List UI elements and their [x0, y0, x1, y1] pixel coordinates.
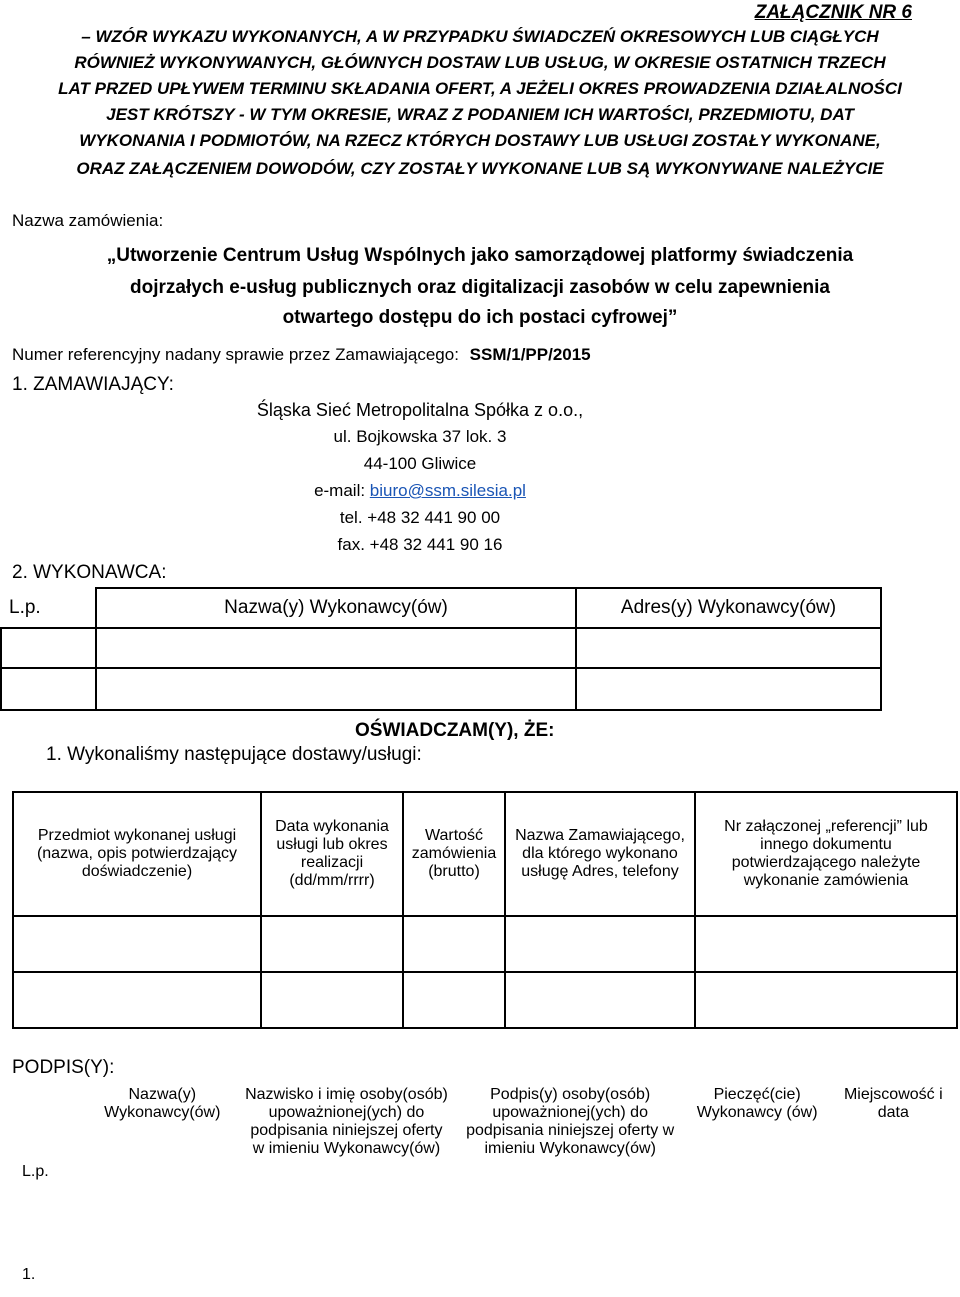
contracting-fax: fax. +48 32 441 90 16 — [337, 535, 503, 554]
services-table — [12, 791, 958, 1029]
services-header-value: Wartość zamówienia (brutto) — [403, 792, 505, 916]
section-1-title: 1. ZAMAWIAJĄCY: — [12, 374, 174, 395]
services-header-date: Data wykonania usługi lub okres realizacji (dd/mm/rrrr) — [261, 792, 403, 916]
contractor-cell[interactable] — [96, 628, 576, 668]
contractor-cell[interactable] — [96, 668, 576, 710]
signature-title: PODPIS(Y): — [12, 1057, 115, 1078]
order-name-label: Nazwa zamówienia: — [12, 211, 164, 230]
contractor-cell[interactable] — [1, 628, 96, 668]
services-cell[interactable] — [505, 972, 695, 1028]
services-cell[interactable] — [13, 972, 261, 1028]
services-cell[interactable] — [695, 916, 957, 972]
declaration-item: 1. Wykonaliśmy następujące dostawy/usługi: — [46, 744, 422, 765]
contractor-table — [0, 587, 882, 711]
services-header-subject: Przedmiot wykonanej usługi (nazwa, opis potwierdzający doświadczenie) — [13, 792, 261, 916]
email-label: e-mail: — [314, 481, 370, 500]
declaration-title: OŚWIADCZAM(Y), ŻE: — [355, 720, 555, 741]
heading-line-6: ORAZ ZAŁĄCZENIEM DOWODÓW, CZY ZOSTAŁY WYKONANE LUB SĄ WYKONYWANE NALEŻYCIE — [76, 159, 884, 178]
signature-cell[interactable] — [84, 1260, 240, 1297]
heading-line-1: – WZÓR WYKAZU WYKONANYCH, A W PRZYPADKU ŚWIADCZEŃ OKRESOWYCH LUB CIĄGŁYCH — [81, 27, 879, 46]
services-header-reference: Nr załączonej „referencji” lub innego dokumentu potwierdzającego należyte wykonanie zamówienia — [695, 792, 957, 916]
signature-header-person: Nazwisko i imię osoby(osób) upoważnionej(ych) do podpisania niniejszej oferty w imieniu Wykonawcy(ów) — [245, 1086, 448, 1157]
signature-header-stamp: Pieczęć(cie) Wykonawcy (ów) — [696, 1086, 818, 1121]
annex-title: ZAŁĄCZNIK NR 6 — [754, 2, 912, 23]
signature-row-number: 1. — [22, 1266, 36, 1283]
services-cell[interactable] — [261, 972, 403, 1028]
signature-cell[interactable] — [240, 1260, 452, 1297]
services-cell[interactable] — [403, 916, 505, 972]
signature-cell[interactable] — [453, 1260, 688, 1297]
signature-cell[interactable] — [688, 1260, 827, 1297]
contractor-cell[interactable] — [576, 628, 881, 668]
heading-line-4: JEST KRÓTSZY - W TYM OKRESIE, WRAZ Z PODANIEM ICH WARTOŚCI, PRZEDMIOTU, DAT — [106, 105, 854, 124]
services-cell[interactable] — [695, 972, 957, 1028]
contracting-city: 44-100 Gliwice — [363, 454, 477, 473]
signature-header-signature: Podpis(y) osoby(osób) upoważnionej(ych) do podpisania niniejszej oferty w imieniu Wykonawcy(ów) — [466, 1086, 675, 1157]
reference-row — [12, 345, 591, 365]
reference-label: Numer referencyjny nadany sprawie przez Zamawiającego: — [12, 345, 459, 364]
services-header-client: Nazwa Zamawiającego, dla którego wykonano usługę Adres, telefony — [505, 792, 695, 916]
services-cell[interactable] — [505, 916, 695, 972]
contractor-cell[interactable] — [1, 668, 96, 710]
signature-table — [12, 1080, 960, 1297]
signature-header-name: Nazwa(y) Wykonawcy(ów) — [104, 1086, 221, 1121]
order-title-line-3: otwartego dostępu do ich postaci cyfrowej” — [282, 307, 678, 328]
order-title-line-2: dojrzałych e-usług publicznych oraz digitalizacji zasobów w celu zapewnienia — [130, 277, 830, 298]
services-cell[interactable] — [13, 916, 261, 972]
heading-line-3: LAT PRZED UPŁYWEM TERMINU SKŁADANIA OFERT, A JEŻELI OKRES PROWADZENIA DZIAŁALNOŚCI — [58, 79, 902, 98]
heading-line-5: WYKONANIA I PODMIOTÓW, NA RZECZ KTÓRYCH DOSTAWY LUB USŁUGI ZOSTAŁY WYKONANE, — [79, 131, 881, 150]
contracting-street: ul. Bojkowska 37 lok. 3 — [333, 427, 507, 446]
signature-header-place-date: Miejscowość i data — [843, 1086, 943, 1121]
contractor-header-address: Adres(y) Wykonawcy(ów) — [576, 588, 881, 628]
signature-header-lp: L.p. — [22, 1163, 49, 1180]
contractor-header-lp: L.p. — [9, 596, 41, 618]
email-link[interactable]: biuro@ssm.silesia.pl — [369, 481, 526, 500]
contracting-tel: tel. +48 32 441 90 00 — [339, 508, 501, 527]
contracting-email-row — [0, 481, 840, 501]
services-cell[interactable] — [403, 972, 505, 1028]
contractor-header-name: Nazwa(y) Wykonawcy(ów) — [96, 588, 576, 628]
services-cell[interactable] — [261, 916, 403, 972]
section-2-title: 2. WYKONAWCA: — [12, 562, 167, 583]
contractor-cell[interactable] — [576, 668, 881, 710]
contracting-name: Śląska Sieć Metropolitalna Spółka z o.o., — [256, 400, 584, 420]
heading-line-2: RÓWNIEŻ WYKONYWANYCH, GŁÓWNYCH DOSTAW LUB USŁUG, W OKRESIE OSTATNICH TRZECH — [74, 53, 886, 72]
signature-cell[interactable] — [827, 1260, 960, 1297]
order-title-line-1: „Utworzenie Centrum Usług Wspólnych jako samorządowej platformy świadczenia — [106, 245, 854, 266]
reference-number: SSM/1/PP/2015 — [469, 345, 591, 364]
